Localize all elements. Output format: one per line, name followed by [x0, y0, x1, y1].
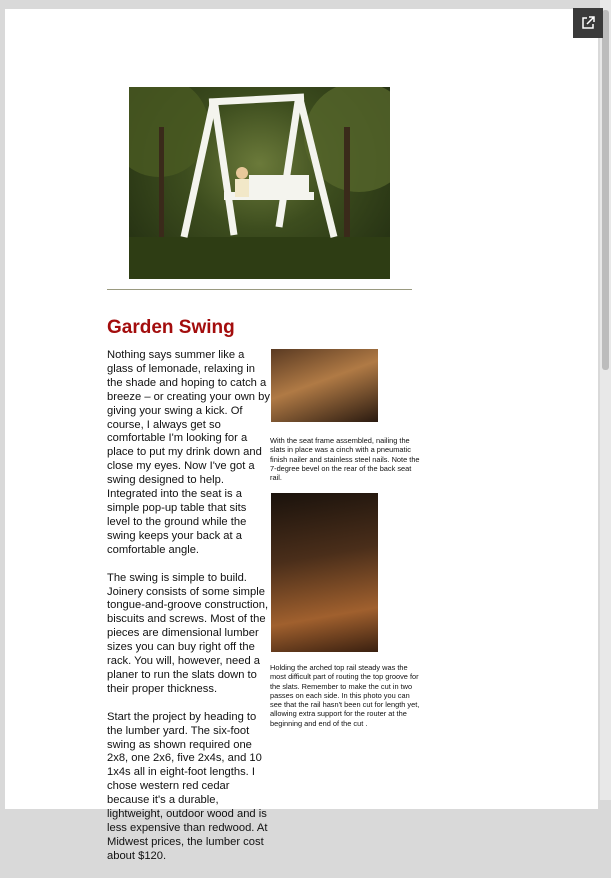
garden-swing-photo — [129, 87, 390, 279]
photo-caption: Holding the arched top rail steady was the most difficult part of routing the top groove for the slats. Remember to make the cut in two passes on each side. In this photo you can see that the rail hasn't been cut for length yet, allowing extra support for the router at the beginning and end of the cut . — [270, 663, 420, 728]
paragraph: Start the project by heading to the lumber yard. The six-foot swing as shown required one 2x8, one 2x6, five 2x4s, and 10 1x4s all in eight-foot lengths. I chose western red cedar because it's a durable, lightweight, outdoor wood and is less expensive than redwood. At Midwest prices, the lumber cost about $120. — [107, 710, 268, 862]
paragraph: The swing is simple to build. Joinery consists of some simple tongue-and-groove construction, biscuits and screws. Most of the pieces are dimensional lumber sizes you can buy right off the rack. You will, however, need a planer to run the slats down to their proper thickness. — [107, 571, 269, 695]
divider — [107, 289, 412, 290]
photo-caption: With the seat frame assembled, nailing the slats in place was a cinch with a pneumatic finish nailer and stainless steel nails. Note the 7-degree bevel on the rear of the back seat rail. — [270, 436, 420, 483]
open-in-new-button[interactable] — [573, 8, 603, 38]
paragraph: Nothing says summer like a glass of lemonade, relaxing in the shade and hoping to catch a breeze – or creating your own by giving your swing a kick. Of course, I always get so comfortable I'm looking for a place to put my drink down and close my eyes. Now I've got a swing designed to help. Integrated into the seat is a simple pop-up table that sits level to the ground while the swing keeps your back at a comfortable angle. — [107, 349, 270, 556]
article-title: Garden Swing — [107, 317, 235, 338]
open-in-new-icon — [581, 16, 595, 30]
nailing-slats-photo — [271, 349, 378, 422]
article-body — [107, 349, 271, 878]
routing-rail-photo — [271, 493, 378, 652]
scrollbar-thumb[interactable] — [602, 10, 609, 370]
